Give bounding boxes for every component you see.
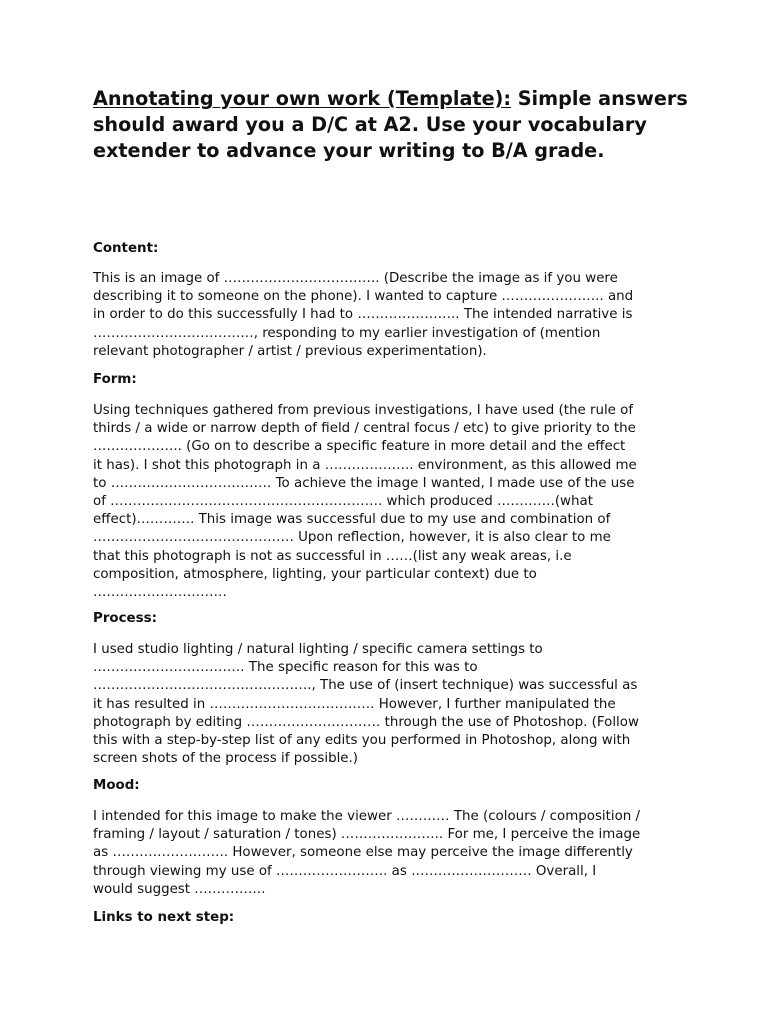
paragraph-line: ………………………………, responding to my earlier investigation of (mention xyxy=(93,325,601,341)
paragraph-line: to ……………………………… To achieve the image I wanted, I made use of the use xyxy=(93,475,635,491)
paragraph-line: screen shots of the process if possible.) xyxy=(93,751,359,767)
paragraph-line: …………………………………………., The use of (insert technique) was successful as xyxy=(93,678,638,694)
paragraph-line: it has). I shot this photograph in a ……………….. environment, as this allowed me xyxy=(93,457,637,473)
section-heading-links-to-next-step: Links to next step: xyxy=(93,910,235,925)
paragraph-line: of ……………………………………………………. which produced ………….(what xyxy=(93,494,593,510)
paragraph-line: composition, atmosphere, lighting, your particular context) due to xyxy=(93,566,537,582)
paragraph-line: This is an image of …………………………….. (Describe the image as if you were xyxy=(93,271,618,286)
section-heading-mood: Mood: xyxy=(93,778,140,793)
title-rest: Simple answers should award you a D/C at A2. Use your vocabulary extender to advance your writing to B/A grade. xyxy=(93,87,688,162)
document-title xyxy=(93,86,693,164)
paragraph-line: ………………………… xyxy=(93,585,227,601)
paragraph-line: it has resulted in ………………………………. However, I further manipulated the xyxy=(93,696,616,712)
paragraph-line: ……………………………………… Upon reflection, however, it is also clear to me xyxy=(93,530,611,546)
paragraph-line: ……………….. (Go on to describe a specific feature in more detail and the effect xyxy=(93,439,626,455)
paragraph-line: describing it to someone on the phone). I wanted to capture ………………….. and xyxy=(93,289,634,305)
paragraph-line: would suggest ……………. xyxy=(93,881,266,897)
section-heading-content: Content: xyxy=(93,241,159,256)
paragraph-line: I used studio lighting / natural lighting / specific camera settings to xyxy=(93,642,543,657)
section-paragraph-form xyxy=(93,402,637,602)
paragraph-line: that this photograph is not as successful in ……(list any weak areas, i.e xyxy=(93,548,572,564)
paragraph-line: I intended for this image to make the viewer ………… The (colours / composition / xyxy=(93,809,641,824)
paragraph-line: through viewing my use of ……………………. as ……………………… Overall, I xyxy=(93,863,597,879)
paragraph-line: thirds / a wide or narrow depth of field / central focus / etc) to give priority to the xyxy=(93,421,636,437)
section-heading-process: Process: xyxy=(93,611,157,626)
paragraph-line: Using techniques gathered from previous investigations, I have used (the rule of xyxy=(93,403,634,418)
section-paragraph-mood xyxy=(93,808,640,899)
section-heading-form: Form: xyxy=(93,372,137,387)
paragraph-line: this with a step-by-step list of any edits you performed in Photoshop, along with xyxy=(93,733,631,749)
paragraph-line: effect)…………. This image was successful due to my use and combination of xyxy=(93,512,611,528)
paragraph-line: photograph by editing ………………………… through the use of Photoshop. (Follow xyxy=(93,714,639,730)
section-paragraph-process xyxy=(93,641,639,768)
title-underlined: Annotating your own work (Template): xyxy=(93,87,512,110)
section-paragraph-content xyxy=(93,270,633,361)
paragraph-line: in order to do this successfully I had to ………………….. The intended narrative is xyxy=(93,307,633,323)
paragraph-line: as …………………….. However, someone else may perceive the image differently xyxy=(93,845,633,861)
paragraph-line: framing / layout / saturation / tones) ………………….. For me, I perceive the image xyxy=(93,827,641,843)
paragraph-line: ……………………………. The specific reason for this was to xyxy=(93,660,478,676)
paragraph-line: relevant photographer / artist / previous experimentation). xyxy=(93,343,487,359)
